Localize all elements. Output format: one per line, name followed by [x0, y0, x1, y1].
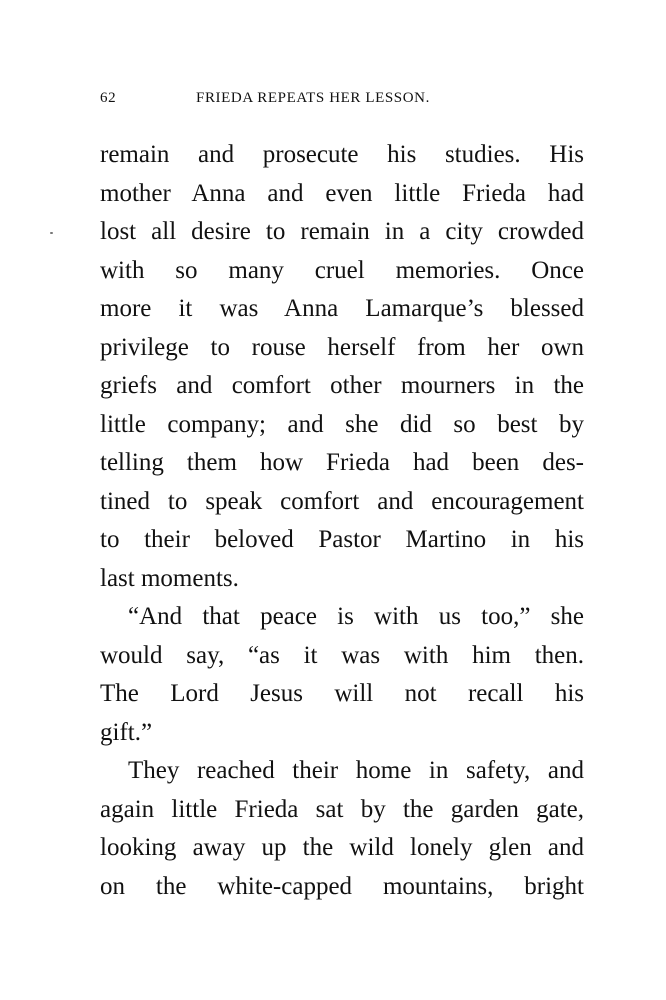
paragraph: [100, 752, 584, 906]
text-line: lost all desire to remain in a city crowded: [100, 218, 584, 245]
page-number: 62: [100, 90, 117, 106]
text-line: with so many cruel memories. Once: [100, 256, 584, 284]
text-line: again little Frieda sat by the garden gate,: [100, 795, 584, 823]
text-line: The Lord Jesus will not recall his: [100, 680, 584, 707]
text-line: would say, “as it was with him then.: [100, 641, 584, 669]
paragraph: [100, 136, 584, 598]
text-line: little company; and she did so best by: [100, 410, 584, 438]
text-line: gift.”: [100, 718, 153, 746]
text-line: mother Anna and even little Frieda had: [100, 179, 584, 207]
text-line: “And that peace is with us too,” she: [128, 603, 584, 630]
text-line: privilege to rouse herself from her own: [100, 333, 584, 361]
print-speck: [50, 232, 53, 234]
text-line: remain and prosecute his studies. His: [100, 141, 584, 168]
text-line: to their beloved Pastor Martino in his: [100, 526, 584, 553]
text-line: looking away up the wild lonely glen and: [100, 834, 584, 861]
text-line: more it was Anna Lamarque’s blessed: [100, 295, 584, 322]
text-line: on the white-capped mountains, bright: [100, 872, 584, 900]
running-head: [100, 90, 586, 112]
paragraph: [100, 598, 584, 752]
text-line: They reached their home in safety, and: [128, 757, 584, 784]
text-line: tined to speak comfort and encouragement: [100, 487, 584, 515]
text-line: last moments.: [100, 564, 239, 592]
running-title: FRIEDA REPEATS HER LESSON.: [196, 90, 430, 106]
body-text: [100, 136, 584, 906]
text-line: griefs and comfort other mourners in the: [100, 372, 584, 399]
text-line: telling them how Frieda had been des-: [100, 449, 584, 476]
